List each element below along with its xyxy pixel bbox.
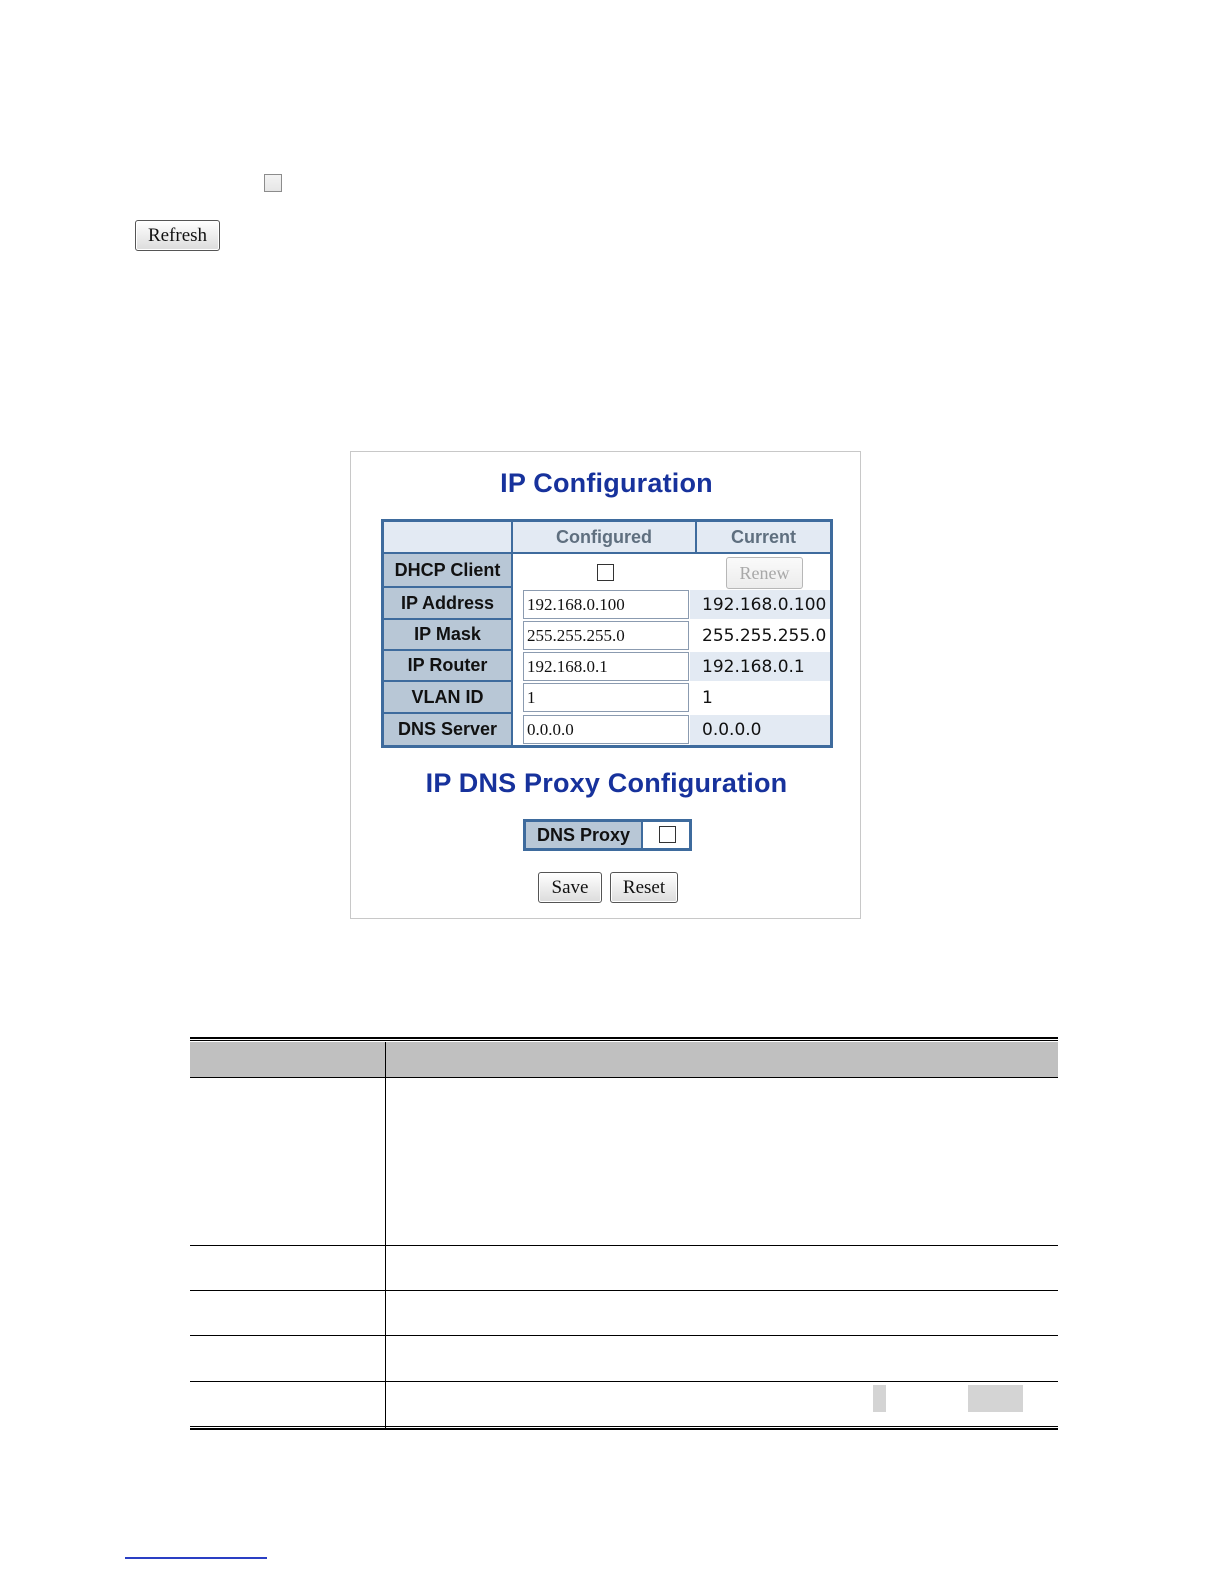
ip-mask-current: 255.255.255.0	[702, 625, 827, 646]
ip-configuration-panel	[350, 451, 861, 919]
row-label-ip-mask: IP Mask	[384, 620, 513, 651]
ip-configuration-title: IP Configuration	[500, 468, 713, 498]
table-bottom-rule	[190, 1428, 1058, 1430]
row-label-vlan-id: VLAN ID	[384, 682, 513, 714]
row-label-dhcp-client: DHCP Client	[384, 554, 513, 588]
table-header-row	[190, 1042, 1058, 1077]
dns-server-current: 0.0.0.0	[690, 715, 830, 745]
vlan-id-current: 1	[702, 688, 713, 708]
row-divider-3	[190, 1335, 1058, 1336]
highlight-mark	[968, 1385, 1023, 1412]
dns-proxy-table	[523, 819, 692, 851]
auto-refresh-checkbox[interactable]	[264, 174, 282, 192]
vlan-id-input[interactable]: 1	[523, 683, 689, 712]
ip-router-input[interactable]: 192.168.0.1	[523, 652, 689, 681]
row-label-ip-router: IP Router	[384, 651, 513, 682]
dhcp-client-checkbox[interactable]	[597, 564, 614, 581]
dns-proxy-title: IP DNS Proxy Configuration	[425, 768, 788, 798]
ip-address-input[interactable]: 192.168.0.100	[523, 590, 689, 619]
row-divider-2	[190, 1290, 1058, 1291]
row-divider-4	[190, 1381, 1058, 1382]
ip-configuration-table	[381, 519, 833, 748]
column-header-configured: Configured	[513, 522, 697, 554]
save-button[interactable]: Save	[538, 872, 602, 903]
table-bottom-rule-inner	[190, 1426, 1058, 1427]
row-label-ip-address: IP Address	[384, 588, 513, 620]
header-divider	[190, 1077, 1058, 1078]
row-divider-1	[190, 1245, 1058, 1246]
row-label-dns-server: DNS Server	[384, 714, 513, 745]
dns-proxy-label: DNS Proxy	[526, 822, 643, 848]
footer-link-underline	[125, 1557, 267, 1559]
ip-router-current: 192.168.0.1	[690, 652, 830, 681]
table-top-rule	[190, 1037, 1058, 1039]
refresh-button[interactable]: Refresh	[135, 220, 220, 251]
table-corner-cell	[384, 522, 513, 554]
renew-button[interactable]: Renew	[726, 557, 803, 589]
description-table	[190, 1037, 1058, 1430]
ip-mask-input[interactable]: 255.255.255.0	[523, 621, 689, 650]
ip-address-current: 192.168.0.100	[690, 590, 830, 619]
highlight-mark	[873, 1385, 886, 1412]
dns-server-input[interactable]: 0.0.0.0	[523, 715, 689, 744]
column-divider	[385, 1042, 386, 1430]
table-top-rule-inner	[190, 1040, 1058, 1041]
dns-proxy-checkbox[interactable]	[659, 826, 676, 843]
column-header-current: Current	[697, 522, 830, 554]
reset-button[interactable]: Reset	[610, 872, 678, 903]
